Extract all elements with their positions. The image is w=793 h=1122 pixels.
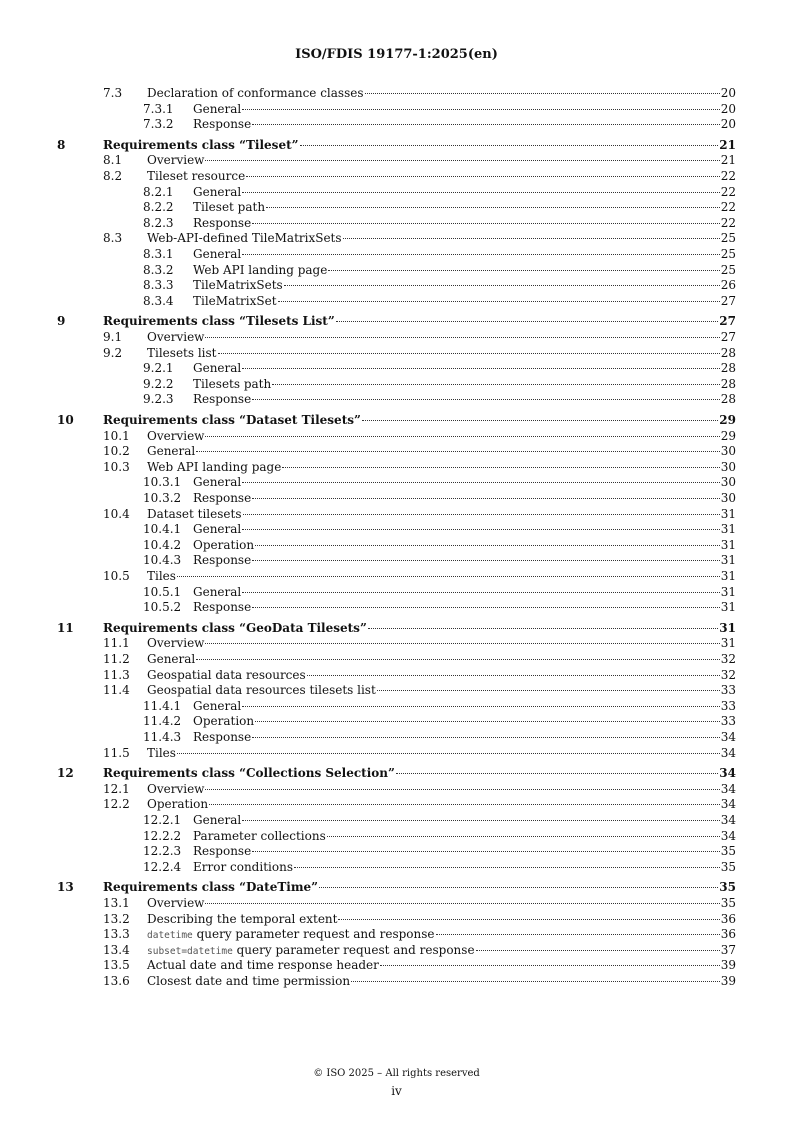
toc-page-number: 37 xyxy=(720,942,736,957)
toc-title: Dataset tilesets xyxy=(147,506,242,521)
toc-row[interactable] xyxy=(0,460,793,475)
toc-leader-dots xyxy=(343,238,720,239)
toc-title: Actual date and time response header xyxy=(147,958,379,973)
toc-title: Parameter collections xyxy=(193,828,326,843)
toc-title: Requirements class “Dataset Tilesets” xyxy=(103,413,361,427)
toc-leader-dots xyxy=(396,773,718,774)
toc-number: 7.3.2 xyxy=(143,117,174,132)
toc-page-number: 20 xyxy=(720,101,736,116)
toc-row[interactable] xyxy=(0,392,793,407)
toc-page-number: 20 xyxy=(720,117,736,132)
toc-page-number: 22 xyxy=(720,215,736,230)
toc-title: Error conditions xyxy=(193,859,293,874)
toc-number: 12.2.3 xyxy=(143,844,182,859)
toc-leader-dots xyxy=(252,223,720,224)
toc-leader-dots xyxy=(368,628,718,629)
toc-number: 9.1 xyxy=(103,330,123,344)
toc-page-number: 35 xyxy=(720,896,736,910)
toc-number: 7.3.1 xyxy=(143,101,174,116)
toc-title: Response xyxy=(193,844,252,859)
toc-title: General xyxy=(193,101,242,116)
toc-leader-dots xyxy=(266,207,720,208)
toc-leader-dots xyxy=(476,950,720,951)
toc-page-number: 34 xyxy=(720,797,736,812)
toc-title: Tiles xyxy=(147,569,176,583)
toc-title: Closest date and time permission xyxy=(147,974,351,988)
toc-row[interactable] xyxy=(0,102,793,117)
toc-page-number: 39 xyxy=(720,974,736,988)
toc-chapter-row[interactable] xyxy=(0,138,793,153)
toc-leader-dots xyxy=(328,270,719,271)
toc-title: Geospatial data resources tilesets list xyxy=(147,683,376,698)
toc-row[interactable] xyxy=(0,491,793,506)
toc-number: 10.4.3 xyxy=(143,553,182,568)
toc-title: General xyxy=(193,247,242,261)
toc-row[interactable] xyxy=(0,974,793,989)
toc-page-number: 31 xyxy=(720,553,736,568)
toc-leader-dots xyxy=(177,576,720,577)
toc-row[interactable] xyxy=(0,896,793,911)
toc-number: 8.2 xyxy=(103,169,123,183)
toc-title: General xyxy=(193,475,242,490)
toc-page-number: 31 xyxy=(720,506,736,521)
toc-chapter-row[interactable] xyxy=(0,766,793,781)
toc-leader-dots xyxy=(252,124,720,125)
toc-leader-dots xyxy=(252,607,720,608)
toc-leader-dots xyxy=(246,176,720,177)
toc-leader-dots xyxy=(252,737,720,738)
toc-page-number: 32 xyxy=(720,652,736,666)
toc-number: 10.2 xyxy=(103,444,130,459)
toc-page-number: 36 xyxy=(720,911,736,926)
toc-leader-dots xyxy=(284,285,720,286)
toc-page-number: 28 xyxy=(720,345,736,360)
toc-row[interactable] xyxy=(0,330,793,345)
toc-title: Web-API-defined TileMatrixSets xyxy=(147,231,342,246)
toc-row[interactable] xyxy=(0,813,793,828)
toc-leader-dots xyxy=(272,384,719,385)
toc-page-number: 28 xyxy=(720,361,736,376)
toc-leader-dots xyxy=(205,160,719,161)
toc-chapter-row[interactable] xyxy=(0,621,793,636)
toc-title: General xyxy=(147,652,196,666)
toc-number: 12.2.1 xyxy=(143,813,182,827)
toc-title: General xyxy=(193,361,242,376)
toc-title: Requirements class “Collections Selection” xyxy=(103,766,395,781)
toc-row[interactable] xyxy=(0,185,793,200)
toc-number: 7.3 xyxy=(103,86,123,100)
toc-row[interactable] xyxy=(0,600,793,615)
toc-page-number: 31 xyxy=(720,522,736,537)
toc-row[interactable] xyxy=(0,522,793,537)
toc-number: 10.3.1 xyxy=(143,475,182,490)
toc-row[interactable] xyxy=(0,714,793,729)
toc-page-number: 31 xyxy=(720,600,736,615)
toc-number: 11.5 xyxy=(103,745,130,760)
toc-page-number: 31 xyxy=(720,537,736,552)
toc-title: Response xyxy=(193,215,252,230)
toc-page-number: 33 xyxy=(720,714,736,729)
toc-title: Tilesets path xyxy=(193,376,272,391)
toc-row[interactable] xyxy=(0,912,793,927)
toc-leader-dots xyxy=(255,545,720,546)
toc-page-number: 31 xyxy=(720,636,736,651)
toc-title: Operation xyxy=(193,714,255,729)
toc-title: Overview xyxy=(147,153,205,168)
toc-leader-dots xyxy=(282,467,719,468)
toc-title: Overview xyxy=(147,428,205,443)
toc-row[interactable] xyxy=(0,958,793,973)
toc-leader-dots xyxy=(196,659,719,660)
toc-row[interactable] xyxy=(0,444,793,459)
toc-page-number: 29 xyxy=(719,413,736,427)
toc-page-number: 35 xyxy=(720,859,736,874)
toc-row[interactable] xyxy=(0,475,793,490)
toc-number: 12 xyxy=(57,766,74,781)
toc-leader-dots xyxy=(252,851,720,852)
toc-code-keyword: subset=datetime xyxy=(147,945,233,957)
toc-code-keyword: datetime xyxy=(147,930,193,942)
toc-page-number: 29 xyxy=(720,428,736,443)
toc-leader-dots xyxy=(362,420,718,421)
toc-leader-dots xyxy=(205,789,719,790)
toc-row[interactable] xyxy=(0,86,793,101)
toc-leader-dots xyxy=(243,514,720,515)
toc-row[interactable] xyxy=(0,782,793,797)
toc-page-number: 34 xyxy=(719,766,736,781)
toc-number: 8.3.4 xyxy=(143,293,174,308)
toc-number: 12.1 xyxy=(103,781,130,796)
toc-chapter-row[interactable] xyxy=(0,880,793,895)
toc-row[interactable] xyxy=(0,169,793,184)
toc-number: 13.4 xyxy=(103,942,130,957)
toc-title: Overview xyxy=(147,781,205,796)
toc-number: 8.2.2 xyxy=(143,200,174,215)
toc-page-number: 30 xyxy=(720,475,736,490)
toc-title: TileMatrixSet xyxy=(193,293,277,308)
toc-number: 11.1 xyxy=(103,636,130,651)
toc-row[interactable] xyxy=(0,860,793,875)
toc-leader-dots xyxy=(252,399,720,400)
toc-page-number: 21 xyxy=(719,137,736,152)
toc-number: 11.4.3 xyxy=(143,730,182,744)
toc-row[interactable] xyxy=(0,829,793,844)
toc-number: 13.6 xyxy=(103,974,130,988)
toc-title: General xyxy=(147,444,196,459)
toc-row[interactable] xyxy=(0,569,793,584)
toc-number: 8.1 xyxy=(103,153,123,168)
toc-row[interactable] xyxy=(0,507,793,522)
toc-row[interactable] xyxy=(0,278,793,293)
toc-page-number: 30 xyxy=(720,444,736,459)
toc-leader-dots xyxy=(377,690,720,691)
toc-title: Operation xyxy=(147,797,209,812)
toc-page-number: 22 xyxy=(720,169,736,183)
toc-page-number: 34 xyxy=(720,781,736,796)
toc-row[interactable] xyxy=(0,746,793,761)
toc-title: Overview xyxy=(147,636,205,651)
toc-title: Response xyxy=(193,117,252,132)
toc-page-number: 22 xyxy=(720,184,736,199)
toc-leader-dots xyxy=(252,498,720,499)
toc-leader-dots xyxy=(380,965,720,966)
toc-number: 8.2.3 xyxy=(143,215,174,230)
toc-title xyxy=(147,943,475,959)
toc-page-number: 35 xyxy=(720,844,736,859)
toc-page-number: 34 xyxy=(720,828,736,843)
toc-number: 9.2.3 xyxy=(143,392,174,407)
toc-title: Tilesets list xyxy=(147,345,217,360)
toc-number: 8.3 xyxy=(103,231,123,246)
toc-number: 9.2.1 xyxy=(143,361,174,376)
toc-leader-dots xyxy=(278,301,720,302)
toc-page-number: 34 xyxy=(720,730,736,744)
toc-title-text: query parameter request and response xyxy=(232,942,475,957)
toc-number: 10.5 xyxy=(103,569,130,583)
toc-page-number: 26 xyxy=(720,278,736,293)
toc-row[interactable] xyxy=(0,927,793,942)
toc-leader-dots xyxy=(338,919,719,920)
toc-page-number: 34 xyxy=(720,813,736,827)
toc-leader-dots xyxy=(205,643,719,644)
toc-number: 8.3.2 xyxy=(143,262,174,277)
toc-number: 11.4.1 xyxy=(143,698,182,713)
toc-leader-dots xyxy=(351,981,720,982)
toc-title-text: query parameter request and response xyxy=(192,927,435,942)
toc-number: 9.2 xyxy=(103,345,123,360)
toc-number: 11 xyxy=(57,620,74,635)
toc-leader-dots xyxy=(196,451,719,452)
toc-page-number: 39 xyxy=(720,958,736,973)
toc-number: 8.3.1 xyxy=(143,247,174,261)
toc-leader-dots xyxy=(209,804,720,805)
toc-page-number: 30 xyxy=(720,491,736,505)
toc-page-number: 34 xyxy=(720,745,736,760)
toc-leader-dots xyxy=(242,192,719,193)
toc-title: Geospatial data resources xyxy=(147,667,306,682)
toc-row[interactable] xyxy=(0,943,793,958)
toc-leader-dots xyxy=(436,934,720,935)
toc-leader-dots xyxy=(300,145,719,146)
toc-leader-dots xyxy=(336,321,719,322)
toc-leader-dots xyxy=(294,867,720,868)
toc-number: 11.4 xyxy=(103,683,130,698)
toc-row[interactable] xyxy=(0,797,793,812)
toc-leader-dots xyxy=(307,675,720,676)
toc-title: General xyxy=(193,184,242,199)
toc-number: 13.5 xyxy=(103,958,130,973)
toc-page-number: 33 xyxy=(720,698,736,713)
toc-page-number: 35 xyxy=(719,880,736,895)
toc-number: 8 xyxy=(57,137,66,152)
toc-row[interactable] xyxy=(0,153,793,168)
toc-title: Response xyxy=(193,600,252,615)
toc-page-number: 27 xyxy=(720,293,736,308)
toc-page-number: 30 xyxy=(720,459,736,474)
toc-row[interactable] xyxy=(0,699,793,714)
toc-page-number: 36 xyxy=(720,927,736,942)
toc-chapter-row[interactable] xyxy=(0,314,793,329)
toc-row[interactable] xyxy=(0,553,793,568)
toc-page-number: 25 xyxy=(720,231,736,246)
toc-page-number: 31 xyxy=(719,620,736,635)
toc-row[interactable] xyxy=(0,231,793,246)
toc-leader-dots xyxy=(218,353,720,354)
toc-leader-dots xyxy=(177,753,720,754)
toc-row[interactable] xyxy=(0,429,793,444)
toc-row[interactable] xyxy=(0,585,793,600)
toc-leader-dots xyxy=(242,820,719,821)
toc-title xyxy=(147,927,435,943)
toc-number: 10.3 xyxy=(103,459,130,474)
toc-number: 13.2 xyxy=(103,911,130,926)
toc-page-number: 27 xyxy=(719,314,736,329)
toc-title: Web API landing page xyxy=(193,262,328,277)
toc-number: 10.1 xyxy=(103,428,130,443)
toc-title: Declaration of conformance classes xyxy=(147,86,364,100)
toc-title: Operation xyxy=(193,537,255,552)
toc-title: Web API landing page xyxy=(147,459,282,474)
toc-leader-dots xyxy=(242,529,719,530)
toc-page-number: 21 xyxy=(720,153,736,168)
toc-title: Response xyxy=(193,553,252,568)
toc-row[interactable] xyxy=(0,652,793,667)
toc-leader-dots xyxy=(255,721,720,722)
toc-number: 9 xyxy=(57,314,66,329)
toc-number: 13 xyxy=(57,880,74,895)
toc-leader-dots xyxy=(327,836,720,837)
toc-leader-dots xyxy=(242,368,719,369)
toc-number: 8.3.3 xyxy=(143,278,174,293)
toc-title: Requirements class “Tilesets List” xyxy=(103,314,335,329)
toc-number: 10.4.2 xyxy=(143,537,182,552)
toc-page-number: 22 xyxy=(720,200,736,215)
toc-title: General xyxy=(193,813,242,827)
toc-page-number: 32 xyxy=(720,667,736,682)
toc-row[interactable] xyxy=(0,683,793,698)
toc-page-number: 27 xyxy=(720,330,736,344)
toc-number: 10.4 xyxy=(103,506,130,521)
toc-number: 12.2.2 xyxy=(143,828,182,843)
toc-title: Describing the temporal extent xyxy=(147,911,338,926)
toc-number: 10 xyxy=(57,413,74,427)
toc-row[interactable] xyxy=(0,247,793,262)
toc-number: 13.3 xyxy=(103,927,130,942)
toc-row[interactable] xyxy=(0,294,793,309)
toc-title: Tileset resource xyxy=(147,169,246,183)
toc-row[interactable] xyxy=(0,216,793,231)
toc-page-number: 31 xyxy=(720,584,736,599)
toc-number: 11.2 xyxy=(103,652,130,666)
footer-page-number: iv xyxy=(391,1084,402,1098)
toc-leader-dots xyxy=(205,436,719,437)
toc-title: Response xyxy=(193,392,252,407)
toc-number: 10.4.1 xyxy=(143,522,182,537)
toc-leader-dots xyxy=(205,903,719,904)
toc-title: General xyxy=(193,698,242,713)
toc-row[interactable] xyxy=(0,200,793,215)
toc-page-number: 20 xyxy=(720,86,736,100)
toc-row[interactable] xyxy=(0,346,793,361)
toc-page-number: 25 xyxy=(720,247,736,261)
toc-chapter-row[interactable] xyxy=(0,413,793,428)
toc-title: Tiles xyxy=(147,745,176,760)
toc-page-number: 33 xyxy=(720,683,736,698)
toc-number: 8.2.1 xyxy=(143,184,174,199)
toc-number: 10.5.1 xyxy=(143,584,182,599)
toc-leader-dots xyxy=(319,887,718,888)
toc-page-number: 28 xyxy=(720,392,736,407)
toc-leader-dots xyxy=(242,592,719,593)
toc-title: TileMatrixSets xyxy=(193,278,283,293)
toc-number: 12.2.4 xyxy=(143,859,182,874)
toc-title: Overview xyxy=(147,896,205,910)
toc-title: Requirements class “GeoData Tilesets” xyxy=(103,620,367,635)
toc-title: General xyxy=(193,584,242,599)
toc-title: Response xyxy=(193,491,252,505)
footer-copyright: © ISO 2025 – All rights reserved xyxy=(313,1068,480,1079)
toc-title: Tileset path xyxy=(193,200,266,215)
toc-leader-dots xyxy=(242,482,719,483)
toc-title: Overview xyxy=(147,330,205,344)
toc-number: 11.4.2 xyxy=(143,714,182,729)
document-header: ISO/FDIS 19177-1:2025(en) xyxy=(295,47,498,62)
toc-row[interactable] xyxy=(0,668,793,683)
toc-row[interactable] xyxy=(0,730,793,745)
toc-page-number: 31 xyxy=(720,569,736,583)
toc-title: General xyxy=(193,522,242,537)
toc-row[interactable] xyxy=(0,117,793,132)
toc-leader-dots xyxy=(242,254,719,255)
toc-title: Requirements class “DateTime” xyxy=(103,880,319,895)
toc-row[interactable] xyxy=(0,377,793,392)
toc-row[interactable] xyxy=(0,361,793,376)
toc-row[interactable] xyxy=(0,263,793,278)
toc-page-number: 28 xyxy=(720,376,736,391)
toc-number: 12.2 xyxy=(103,797,130,812)
toc-row[interactable] xyxy=(0,636,793,651)
toc-leader-dots xyxy=(242,706,719,707)
toc-leader-dots xyxy=(242,109,719,110)
toc-row[interactable] xyxy=(0,538,793,553)
toc-leader-dots xyxy=(365,93,720,94)
toc-title: Requirements class “Tileset” xyxy=(103,137,299,152)
toc-leader-dots xyxy=(252,560,720,561)
toc-title: Response xyxy=(193,730,252,744)
toc-number: 11.3 xyxy=(103,667,130,682)
toc-row[interactable] xyxy=(0,844,793,859)
toc-number: 9.2.2 xyxy=(143,376,174,391)
toc-number: 13.1 xyxy=(103,896,130,910)
toc-page-number: 25 xyxy=(720,262,736,277)
toc-number: 10.3.2 xyxy=(143,491,182,505)
toc-number: 10.5.2 xyxy=(143,600,182,615)
toc-leader-dots xyxy=(205,337,719,338)
